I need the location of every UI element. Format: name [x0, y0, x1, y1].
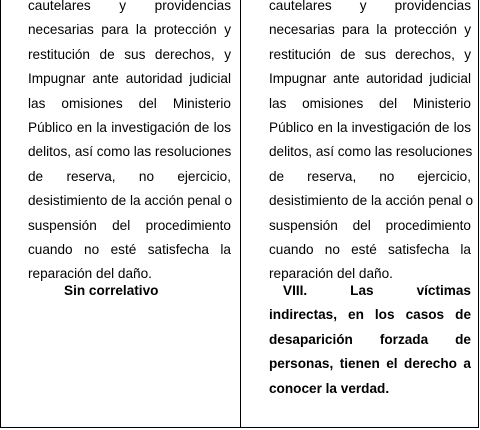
text-line: desistimiento de la acción penal o [269, 193, 474, 209]
right-body-paragraph [269, 0, 474, 291]
text-line: Público en la investigación de los [269, 119, 471, 135]
text-line: las omisiones del Ministerio [269, 95, 471, 111]
text-line: las omisiones del Ministerio [28, 95, 231, 111]
text-line: cautelares y providencias [269, 0, 471, 13]
text-line: cuando no esté satisfecha la [28, 241, 231, 257]
text-line: necesarias para la protección y [269, 22, 471, 38]
text-line: suspensión del procedimiento [269, 217, 471, 233]
left-body-paragraph [28, 0, 231, 291]
text-line: de reserva, no ejercicio, [28, 168, 231, 184]
fraction-line: indirectas, en los casos de [269, 307, 471, 323]
column-divider [240, 0, 241, 428]
text-line: suspensión del procedimiento [28, 217, 231, 233]
fraction-line: personas, tienen el derecho a [269, 356, 471, 372]
text-line: de reserva, no ejercicio, [269, 168, 471, 184]
fraction-line: desaparición forzada de [269, 331, 471, 347]
text-line: restitución de sus derechos, y [269, 46, 471, 62]
fraction-line: conocer la verdad. [269, 380, 390, 396]
text-line: delitos, así como las resoluciones [269, 144, 473, 160]
text-line: delitos, así como las resoluciones [28, 144, 232, 160]
text-line: reparación del daño. [269, 266, 393, 282]
text-line: Público en la investigación de los [28, 119, 231, 135]
text-line: cuando no esté satisfecha la [269, 241, 471, 257]
text-line: Impugnar ante autoridad judicial [269, 71, 471, 87]
text-line: cautelares y providencias [28, 0, 231, 13]
fraction-line: VIII. Las víctimas [283, 283, 471, 298]
text-line: restitución de sus derechos, y [28, 46, 231, 62]
text-line: reparación del daño. [28, 266, 152, 282]
fraction-viii-paragraph [269, 283, 471, 405]
no-correlation-note: Sin correlativo [64, 283, 159, 298]
text-line: necesarias para la protección y [28, 22, 231, 38]
text-line: desistimiento de la acción penal o [28, 193, 233, 209]
text-line: Impugnar ante autoridad judicial [28, 71, 231, 87]
